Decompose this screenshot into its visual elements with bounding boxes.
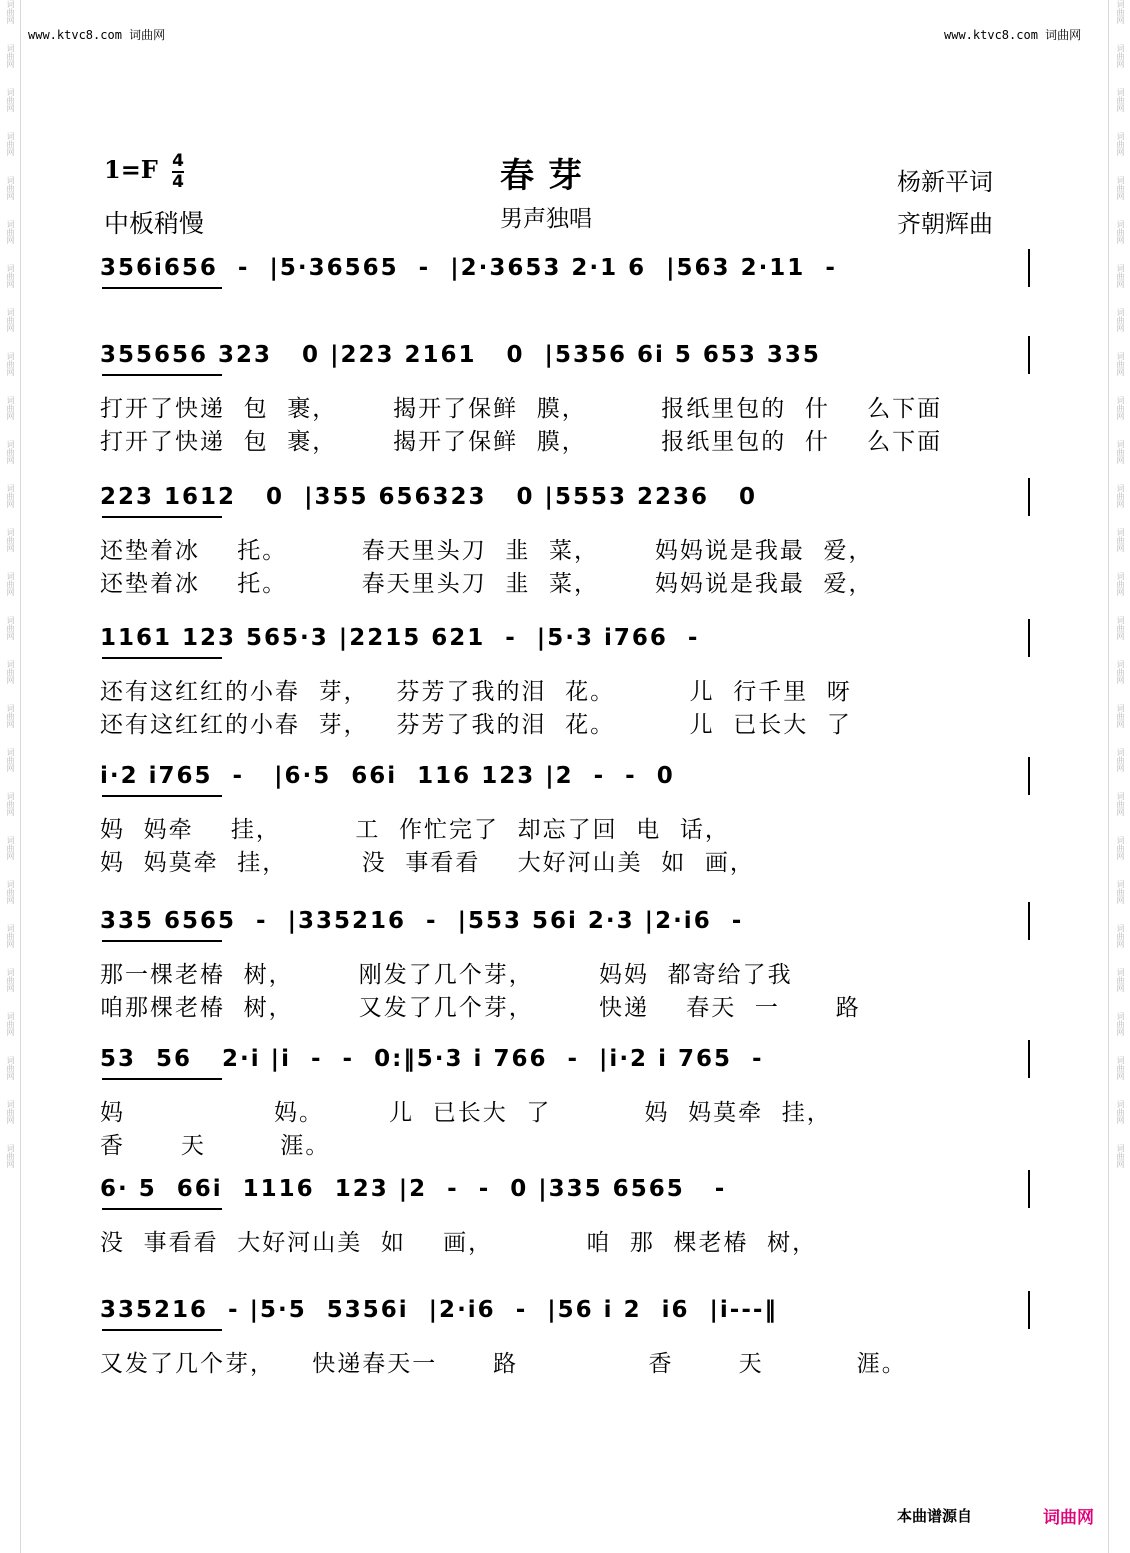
footer-source-logo: 词曲网	[1043, 1508, 1094, 1528]
side-watermark-text: 词曲网	[1116, 220, 1125, 244]
side-watermark-text: 词曲网	[6, 0, 15, 24]
lyric-line: 那一棵老椿 树， 刚发了几个芽， 妈妈 都寄给了我	[100, 962, 793, 988]
side-watermark-text: 词曲网	[6, 44, 15, 68]
notation-line: 335 6565 - |335216 - |553 56i 2·3 |2·i6 -	[100, 908, 744, 934]
beam-underline	[102, 795, 222, 797]
side-watermark-text: 词曲网	[6, 1012, 15, 1036]
composer-credit: 齐朝辉曲	[897, 210, 993, 238]
site-watermark-right: www.ktvc8.com 词曲网	[944, 28, 1082, 42]
barline	[1028, 336, 1030, 374]
side-watermark-text: 词曲网	[6, 792, 15, 816]
side-watermark-text: 词曲网	[1116, 924, 1125, 948]
performance-type: 男声独唱	[500, 206, 592, 232]
tempo-marking: 中板稍慢	[104, 209, 205, 238]
time-denominator: 4	[172, 172, 184, 192]
side-watermark-text: 词曲网	[6, 748, 15, 772]
site-watermark-left: www.ktvc8.com 词曲网	[28, 28, 166, 42]
side-watermark-text: 词曲网	[6, 1144, 15, 1168]
beam-underline	[102, 287, 222, 289]
notation-line: 335216 - |5·5 5356i |2·i6 - |56 i 2 i6 |i---‖	[100, 1297, 778, 1323]
side-watermark-text: 词曲网	[1116, 880, 1125, 904]
lyric-line: 还有这红红的小春 芽， 芬芳了我的泪 花。 儿 行千里 呀	[100, 679, 852, 705]
side-watermark-text: 词曲网	[1116, 836, 1125, 860]
right-margin-line	[1108, 0, 1109, 1553]
side-watermark-text: 词曲网	[1116, 308, 1125, 332]
lyricist-credit: 杨新平词	[897, 168, 993, 196]
lyric-line: 妈 妈莫牵 挂， 没 事看看 大好河山美 如 画，	[100, 850, 755, 876]
barline	[1028, 478, 1030, 516]
beam-underline	[102, 940, 222, 942]
barline	[1028, 1291, 1030, 1329]
side-watermark-text: 词曲网	[1116, 1100, 1125, 1124]
side-watermark-text: 词曲网	[6, 528, 15, 552]
side-watermark-text: 词曲网	[1116, 88, 1125, 112]
lyric-line: 还有这红红的小春 芽， 芬芳了我的泪 花。 儿 已长大 了	[100, 712, 852, 738]
left-margin-line	[20, 0, 21, 1553]
barline	[1028, 249, 1030, 287]
side-watermark-text: 词曲网	[6, 880, 15, 904]
beam-underline	[102, 1208, 222, 1210]
notation-line: 356i656 - |5·36565 - |2·3653 2·1 6 |563 2·11 -	[100, 255, 837, 281]
side-watermark-text: 词曲网	[6, 132, 15, 156]
side-watermark-text: 词曲网	[6, 396, 15, 420]
side-watermark-text: 词曲网	[1116, 1056, 1125, 1080]
beam-underline	[102, 516, 222, 518]
barline	[1028, 902, 1030, 940]
side-watermark-text: 词曲网	[1116, 572, 1125, 596]
side-watermark-text: 词曲网	[6, 968, 15, 992]
lyric-line: 打开了快递 包 裹， 揭开了保鲜 膜， 报纸里包的 什 么下面	[100, 429, 943, 455]
side-watermark-text: 词曲网	[1116, 396, 1125, 420]
side-watermark-text: 词曲网	[1116, 660, 1125, 684]
lyric-line: 还垫着冰 托。 春天里头刀 韭 菜， 妈妈说是我最 爱，	[100, 571, 874, 597]
barline	[1028, 619, 1030, 657]
side-watermark-text: 词曲网	[6, 1100, 15, 1124]
time-numerator: 4	[172, 151, 184, 171]
beam-underline	[102, 1078, 222, 1080]
key-signature: 1=F	[104, 155, 158, 184]
side-watermark-text: 词曲网	[1116, 484, 1125, 508]
song-title: 春芽	[500, 156, 596, 196]
side-watermark-text: 词曲网	[1116, 1144, 1125, 1168]
footer-source-label: 本曲谱源自	[897, 1507, 973, 1525]
side-watermark-text: 词曲网	[1116, 748, 1125, 772]
side-watermark-text: 词曲网	[6, 352, 15, 376]
side-watermark-text: 词曲网	[6, 88, 15, 112]
lyric-line: 没 事看看 大好河山美 如 画， 咱 那 棵老椿 树，	[100, 1230, 818, 1256]
side-watermark-text: 词曲网	[6, 924, 15, 948]
barline	[1028, 757, 1030, 795]
notation-line: i·2 i765 - |6·5 66i 116 123 |2 - - 0	[100, 763, 675, 789]
lyric-line: 妈 妈。 儿 已长大 了 妈 妈莫牵 挂，	[100, 1100, 832, 1126]
notation-line: 223 1612 0 |355 656323 0 |5553 2236 0	[100, 484, 758, 510]
notation-line: 1161 123 565·3 |2215 621 - |5·3 i766 -	[100, 625, 700, 651]
side-watermark-text: 词曲网	[6, 704, 15, 728]
side-watermark-text: 词曲网	[1116, 132, 1125, 156]
notation-line: 53 56 2·i |i - - 0:‖5·3 i 766 - |i·2 i 765 -	[100, 1046, 764, 1072]
side-watermark-text: 词曲网	[6, 572, 15, 596]
side-watermark-text: 词曲网	[6, 308, 15, 332]
beam-underline	[102, 374, 222, 376]
side-watermark-text: 词曲网	[1116, 264, 1125, 288]
lyric-line: 香 天 涯。	[100, 1133, 331, 1159]
notation-line: 6· 5 66i 1116 123 |2 - - 0 |335 6565 -	[100, 1176, 727, 1202]
barline	[1028, 1170, 1030, 1208]
side-watermark-text: 词曲网	[1116, 704, 1125, 728]
side-watermark-text: 词曲网	[6, 616, 15, 640]
side-watermark-text: 词曲网	[6, 484, 15, 508]
side-watermark-text: 词曲网	[1116, 352, 1125, 376]
right-watermark-strip	[1112, 0, 1128, 1553]
side-watermark-text: 词曲网	[6, 220, 15, 244]
left-watermark-strip	[2, 0, 18, 1553]
side-watermark-text: 词曲网	[1116, 176, 1125, 200]
side-watermark-text: 词曲网	[1116, 44, 1125, 68]
beam-underline	[102, 1329, 222, 1331]
side-watermark-text: 词曲网	[1116, 528, 1125, 552]
beam-underline	[102, 657, 222, 659]
side-watermark-text: 词曲网	[1116, 440, 1125, 464]
side-watermark-text: 词曲网	[6, 440, 15, 464]
side-watermark-text: 词曲网	[1116, 792, 1125, 816]
lyric-line: 妈 妈牵 挂， 工 作忙完了 却忘了回 电 话，	[100, 817, 730, 843]
lyric-line: 咱那棵老椿 树， 又发了几个芽， 快递 春天 一 路	[100, 995, 861, 1021]
barline	[1028, 1040, 1030, 1078]
side-watermark-text: 词曲网	[6, 1056, 15, 1080]
side-watermark-text: 词曲网	[6, 176, 15, 200]
lyric-line: 打开了快递 包 裹， 揭开了保鲜 膜， 报纸里包的 什 么下面	[100, 396, 943, 422]
side-watermark-text: 词曲网	[6, 264, 15, 288]
side-watermark-text: 词曲网	[6, 836, 15, 860]
side-watermark-text: 词曲网	[1116, 968, 1125, 992]
time-signature	[172, 152, 184, 192]
side-watermark-text: 词曲网	[1116, 1012, 1125, 1036]
side-watermark-text: 词曲网	[1116, 616, 1125, 640]
notation-line: 355656 323 0 |223 2161 0 |5356 6i 5 653 335	[100, 342, 821, 368]
side-watermark-text: 词曲网	[6, 660, 15, 684]
lyric-line: 还垫着冰 托。 春天里头刀 韭 菜， 妈妈说是我最 爱，	[100, 538, 874, 564]
side-watermark-text: 词曲网	[1116, 0, 1125, 24]
lyric-line: 又发了几个芽， 快递春天一 路 香 天 涯。	[100, 1351, 907, 1377]
